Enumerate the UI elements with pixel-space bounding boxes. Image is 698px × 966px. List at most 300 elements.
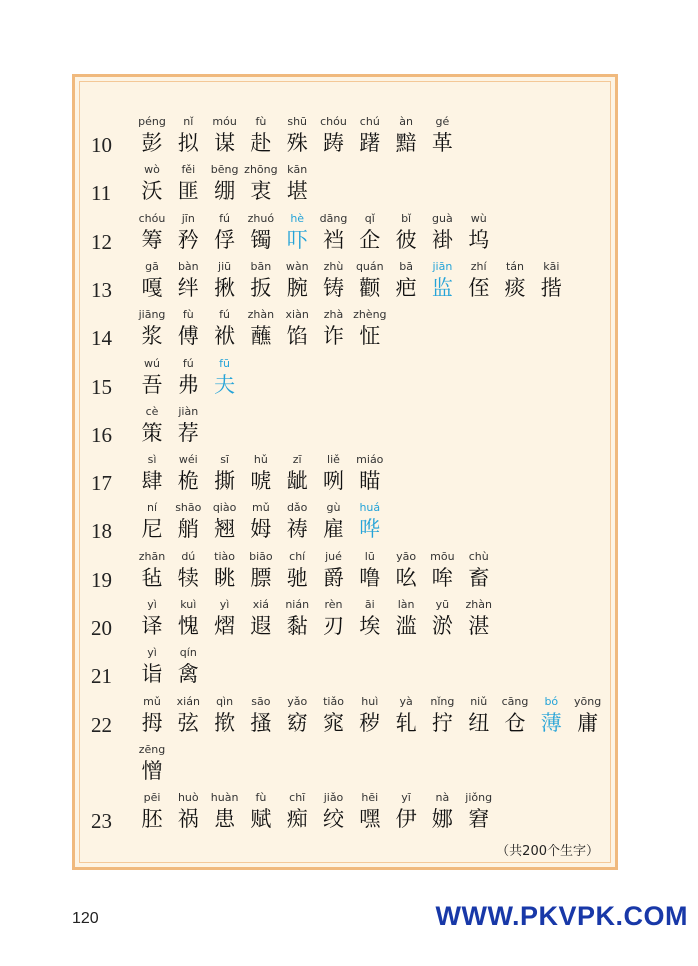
hanzi: 遐 (250, 614, 272, 638)
hanzi: 揿 (214, 710, 236, 735)
character-cell (243, 163, 279, 203)
lesson-row (75, 405, 615, 453)
pinyin: huá (359, 501, 381, 515)
character-cell (170, 405, 206, 445)
character-cell (352, 260, 388, 300)
hanzi: 祸 (177, 807, 199, 832)
pinyin: móu (212, 115, 237, 128)
hanzi: 窘 (468, 807, 490, 832)
character-cell (424, 598, 460, 638)
character-cell (134, 598, 170, 638)
hanzi: 沃 (141, 179, 163, 204)
character-cell (207, 212, 243, 252)
character-cell (134, 163, 170, 203)
pinyin: niǔ (470, 694, 488, 708)
hanzi: 畜 (468, 565, 490, 590)
lesson-number: 23 (91, 809, 112, 834)
hanzi: 胚 (141, 807, 163, 832)
character-cell (279, 308, 315, 348)
pinyin: dāng (319, 211, 348, 225)
character-cell (461, 212, 497, 252)
character-cell (461, 550, 497, 590)
lesson-row (75, 357, 615, 405)
pinyin: sì (147, 453, 157, 467)
hanzi: 撕 (214, 469, 236, 494)
hanzi: 吓 (286, 227, 308, 252)
pinyin: shāo (175, 501, 202, 515)
character-cell (170, 695, 206, 735)
character-cell (352, 695, 388, 735)
character-cell (316, 453, 352, 493)
lesson-row (75, 791, 615, 839)
pinyin: dú (181, 549, 196, 563)
pinyin: zhà (323, 308, 344, 322)
character-cell (170, 598, 206, 638)
character-cell (207, 115, 243, 155)
hanzi: 禽 (177, 662, 199, 687)
hanzi: 绞 (323, 807, 344, 832)
character-cell (424, 212, 460, 252)
character-cell (352, 598, 388, 638)
character-cell (170, 550, 206, 590)
character-cell (170, 115, 206, 155)
pinyin: yāo (396, 549, 417, 563)
hanzi: 淤 (431, 614, 453, 638)
pinyin: tán (505, 259, 525, 273)
pinyin: jīn (181, 211, 195, 225)
character-cell (461, 695, 497, 735)
hanzi: 薄 (540, 710, 562, 735)
pinyin: gā (145, 259, 159, 273)
pinyin: chú (359, 115, 380, 128)
pinyin: bēng (210, 163, 239, 177)
pinyin: pēi (143, 791, 161, 805)
lesson-row (75, 501, 615, 549)
pinyin: bān (250, 259, 272, 273)
character-cell (134, 308, 170, 348)
character-cell (388, 791, 424, 831)
hanzi: 哗 (359, 517, 381, 542)
lesson-number: 16 (91, 422, 112, 447)
pinyin: wú (144, 356, 160, 370)
lesson-row (75, 308, 615, 356)
hanzi: 熠 (214, 614, 236, 638)
character-cell (170, 791, 206, 831)
character-cell (170, 212, 206, 252)
character-cell (207, 308, 243, 348)
pinyin: jiān (432, 259, 453, 273)
pinyin: mǔ (143, 694, 161, 708)
character-cell (134, 695, 170, 735)
character-cell (207, 357, 243, 397)
hanzi: 龇 (286, 469, 308, 494)
pinyin: gé (435, 115, 450, 128)
hanzi: 疤 (395, 275, 417, 300)
hanzi: 监 (431, 275, 453, 300)
character-cell (316, 550, 352, 590)
pinyin: quán (355, 259, 384, 273)
character-cell (243, 115, 279, 155)
pinyin: jiāng (138, 308, 166, 322)
pinyin: jiǎo (323, 791, 344, 805)
lesson-number: 12 (91, 229, 112, 254)
character-cell (134, 212, 170, 252)
hanzi: 彭 (141, 131, 163, 155)
lesson-row (75, 598, 615, 646)
character-cell (243, 550, 279, 590)
character-cell (352, 550, 388, 590)
pinyin: zhàn (247, 308, 275, 322)
pinyin: chóu (138, 211, 166, 225)
hanzi: 衷 (250, 179, 272, 204)
pinyin: fù (255, 791, 267, 805)
pinyin: yà (399, 694, 413, 708)
character-cell (279, 695, 315, 735)
character-cell (134, 357, 170, 397)
hanzi: 矜 (177, 227, 199, 252)
pinyin: kāi (543, 259, 560, 273)
hanzi: 拧 (431, 710, 453, 735)
hanzi: 踌 (323, 131, 344, 155)
lesson-row (75, 212, 615, 260)
hanzi: 拇 (141, 710, 163, 735)
pinyin: bā (399, 259, 413, 273)
character-cell (570, 695, 606, 735)
pinyin: yì (219, 598, 230, 611)
lesson-row (75, 743, 615, 791)
hanzi: 尼 (141, 517, 163, 542)
hanzi: 祷 (286, 517, 308, 542)
pinyin: jiū (218, 259, 232, 273)
pinyin: qǐ (364, 211, 375, 225)
hanzi: 噜 (359, 565, 381, 590)
character-cell (352, 501, 388, 541)
character-cell (352, 453, 388, 493)
character-cell (316, 212, 352, 252)
character-cell (243, 453, 279, 493)
pinyin: qìn (216, 694, 234, 708)
character-cell (207, 695, 243, 735)
pinyin: lū (364, 549, 375, 563)
pinyin: làn (397, 598, 415, 611)
character-cell (316, 501, 352, 541)
hanzi: 滥 (395, 614, 417, 638)
character-cell (316, 308, 352, 348)
pinyin: hè (290, 211, 305, 225)
lesson-number: 20 (91, 616, 112, 640)
lesson-row (75, 115, 615, 163)
character-cell (170, 357, 206, 397)
pinyin: zhàn (465, 598, 492, 611)
character-cell (170, 646, 206, 686)
hanzi: 庸 (577, 710, 599, 735)
hanzi: 爵 (323, 565, 344, 590)
hanzi: 瞄 (359, 469, 381, 494)
character-cell (170, 260, 206, 300)
pinyin: bó (544, 694, 559, 708)
character-cell (243, 695, 279, 735)
hanzi: 揪 (214, 275, 236, 300)
character-cell (134, 501, 170, 541)
page-number: 120 (72, 910, 99, 927)
hanzi: 浆 (141, 324, 163, 349)
hanzi: 痰 (504, 275, 526, 300)
lesson-number: 15 (91, 374, 112, 399)
pinyin: chóu (320, 115, 347, 128)
hanzi: 憎 (141, 758, 163, 783)
pinyin: wàn (285, 259, 309, 273)
lesson-row (75, 550, 615, 598)
character-cell (134, 405, 170, 445)
hanzi: 扳 (250, 275, 272, 300)
pinyin: biāo (249, 549, 273, 563)
pinyin: nǐng (430, 694, 455, 708)
hanzi: 革 (431, 131, 453, 155)
character-cell (207, 453, 243, 493)
character-cell (424, 550, 460, 590)
hanzi: 译 (141, 614, 163, 638)
character-cell (388, 695, 424, 735)
hanzi: 企 (359, 227, 381, 252)
pinyin: chí (289, 549, 306, 563)
character-cell (243, 308, 279, 348)
hanzi: 俘 (214, 227, 236, 252)
character-cell (497, 260, 533, 300)
hanzi: 姆 (250, 517, 272, 542)
hanzi: 驰 (286, 565, 308, 590)
character-cell (461, 260, 497, 300)
character-cell (207, 501, 243, 541)
hanzi: 湛 (468, 614, 490, 638)
hanzi: 仓 (504, 710, 526, 735)
hanzi: 窕 (323, 710, 344, 735)
hanzi: 轧 (395, 710, 417, 735)
pinyin: liě (327, 453, 340, 467)
hanzi: 弗 (177, 372, 199, 397)
pinyin: zhān (138, 549, 166, 563)
lesson-number: 21 (91, 664, 112, 689)
pinyin: fù (255, 115, 267, 128)
pinyin: guà (432, 211, 453, 225)
pinyin: zhí (470, 259, 487, 273)
hanzi: 裆 (323, 227, 344, 252)
pinyin: mǔ (252, 501, 270, 515)
pinyin: fěi (181, 163, 196, 177)
hanzi: 肆 (141, 469, 163, 494)
character-cell (134, 791, 170, 831)
hanzi: 吆 (395, 565, 417, 590)
character-table-frame (72, 74, 618, 870)
pinyin: zhèng (353, 308, 387, 322)
hanzi: 筹 (141, 227, 163, 252)
character-cell (388, 598, 424, 638)
hanzi: 揩 (540, 275, 562, 300)
pinyin: cāng (501, 694, 529, 708)
lesson-number: 11 (91, 181, 112, 206)
character-cell (207, 598, 243, 638)
hanzi: 躇 (359, 131, 381, 155)
hanzi: 埃 (359, 614, 381, 638)
character-cell (243, 212, 279, 252)
pinyin: hǔ (253, 453, 268, 467)
hanzi: 嘿 (359, 807, 381, 832)
pinyin: zēng (138, 742, 166, 756)
character-cell (461, 791, 497, 831)
lesson-number: 19 (91, 567, 112, 592)
pinyin: chù (468, 549, 489, 563)
hanzi: 诈 (323, 324, 344, 349)
pinyin: fú (182, 356, 194, 370)
pinyin: chī (289, 791, 306, 805)
hanzi: 毡 (141, 565, 163, 590)
hanzi: 彼 (395, 227, 417, 252)
hanzi: 拟 (177, 131, 199, 155)
character-cell (279, 550, 315, 590)
hanzi: 黯 (395, 131, 417, 155)
lesson-number: 17 (91, 471, 112, 496)
hanzi: 谋 (214, 131, 236, 155)
pinyin: yū (435, 598, 450, 611)
character-cell (279, 598, 315, 638)
hanzi: 蘸 (250, 324, 272, 349)
hanzi: 纽 (468, 710, 490, 735)
pinyin: wù (470, 211, 487, 225)
hanzi: 秽 (359, 710, 381, 735)
pinyin: bàn (177, 259, 199, 273)
pinyin: yī (401, 791, 411, 805)
character-cell (316, 115, 352, 155)
character-cell (134, 550, 170, 590)
hanzi: 雇 (323, 517, 344, 542)
hanzi: 怔 (359, 324, 381, 349)
character-cell (134, 260, 170, 300)
character-cell (316, 598, 352, 638)
character-cell (243, 260, 279, 300)
hanzi: 患 (214, 807, 236, 832)
character-cell (207, 791, 243, 831)
pinyin: mōu (430, 549, 455, 563)
hanzi: 策 (141, 420, 163, 445)
pinyin: wò (144, 163, 160, 177)
pinyin: yǎo (287, 694, 308, 708)
character-cell (424, 791, 460, 831)
total-characters-note: （共200个生字） (496, 844, 599, 859)
character-cell (388, 260, 424, 300)
hanzi: 绊 (177, 275, 199, 300)
hanzi: 艄 (177, 517, 199, 542)
pinyin: jiǒng (465, 791, 493, 805)
character-cell (170, 453, 206, 493)
pinyin: bǐ (401, 211, 412, 225)
pinyin: xián (176, 694, 200, 708)
pinyin: nà (435, 791, 450, 805)
character-cell (424, 260, 460, 300)
hanzi: 犊 (177, 565, 199, 590)
hanzi: 赋 (250, 807, 272, 832)
lesson-row (75, 695, 615, 743)
hanzi: 黏 (286, 614, 308, 638)
lesson-row (75, 260, 615, 308)
hanzi: 袱 (214, 324, 236, 349)
pinyin: wéi (178, 453, 198, 467)
lesson-number: 18 (91, 519, 112, 544)
character-cell (388, 212, 424, 252)
pinyin: zhuó (247, 211, 275, 225)
character-cell (279, 260, 315, 300)
hanzi: 弦 (177, 710, 199, 735)
hanzi: 铸 (323, 275, 344, 300)
hanzi: 伊 (395, 807, 417, 832)
pinyin: huàn (210, 791, 239, 805)
hanzi: 翘 (214, 517, 236, 542)
pinyin: huò (177, 791, 199, 805)
hanzi: 馅 (286, 324, 308, 349)
hanzi: 匪 (177, 179, 199, 204)
pinyin: tiǎo (323, 694, 344, 708)
pinyin: yōng (573, 694, 602, 708)
hanzi: 窈 (286, 710, 308, 735)
pinyin: fú (219, 308, 231, 322)
character-cell (207, 260, 243, 300)
pinyin: huì (361, 694, 379, 708)
lesson-number: 14 (91, 326, 112, 351)
hanzi: 诣 (141, 662, 163, 687)
pinyin: yì (147, 646, 157, 660)
character-cell (279, 163, 315, 203)
character-cell (352, 115, 388, 155)
character-cell (134, 743, 170, 783)
pinyin: tiào (214, 549, 236, 563)
lesson-number: 22 (91, 712, 112, 737)
pinyin: xiàn (285, 308, 309, 322)
character-cell (388, 115, 424, 155)
character-cell (316, 260, 352, 300)
hanzi: 唬 (250, 469, 272, 494)
character-cell (461, 598, 497, 638)
character-cell (134, 453, 170, 493)
character-cell (134, 646, 170, 686)
pinyin: shū (287, 115, 308, 128)
hanzi: 褂 (431, 227, 453, 252)
hanzi: 咧 (323, 469, 344, 494)
pinyin: jué (325, 549, 342, 563)
hanzi: 绷 (214, 179, 236, 204)
hanzi: 愧 (177, 614, 199, 638)
pinyin: fú (219, 211, 231, 225)
character-cell (207, 163, 243, 203)
hanzi: 桅 (177, 469, 199, 494)
character-cell (352, 212, 388, 252)
pinyin: hēi (361, 791, 379, 805)
character-cell (352, 308, 388, 348)
character-cell (170, 501, 206, 541)
character-cell (497, 695, 533, 735)
hanzi: 嘎 (141, 275, 163, 300)
hanzi: 颧 (359, 275, 381, 300)
character-cell (207, 550, 243, 590)
pinyin: gù (326, 501, 341, 515)
pinyin: zhù (323, 259, 344, 273)
character-cell (424, 695, 460, 735)
character-cell (279, 501, 315, 541)
hanzi: 荐 (177, 420, 199, 445)
pinyin: kān (287, 163, 308, 177)
character-cell (243, 501, 279, 541)
hanzi: 赴 (250, 131, 272, 155)
pinyin: nián (285, 598, 310, 611)
hanzi: 殊 (286, 131, 308, 155)
pinyin: sī (220, 453, 229, 467)
